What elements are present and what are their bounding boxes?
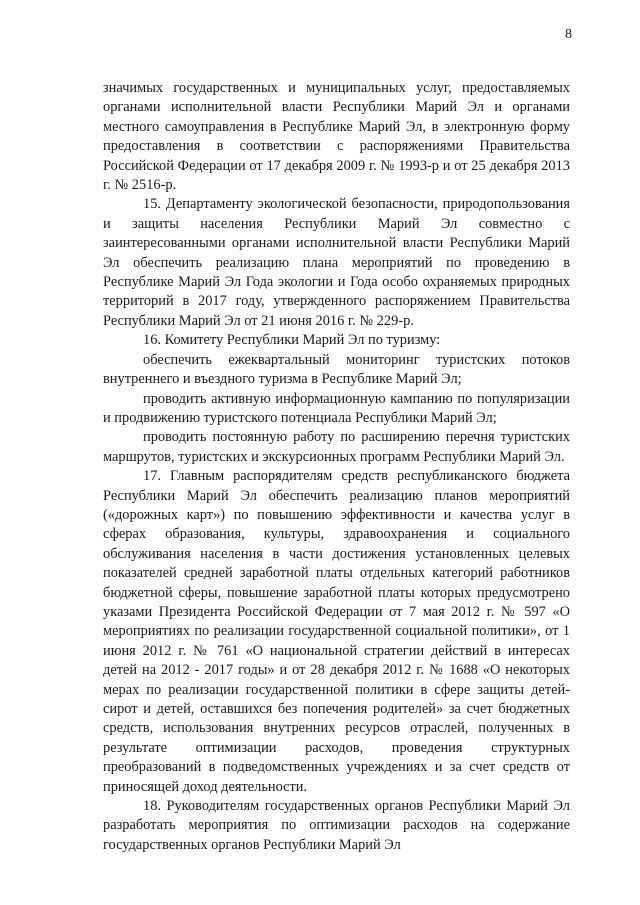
paragraph-continuation: значимых государственных и муниципальных услуг, предоставляемых органами исполнительной власти Республики Марий Эл и органами местного самоуправления в Республике Марий Эл, в электронную форму предоставления в соответствии с распоряжениями Правительства Российской Федерации от 17 декабря 2009 г. № 1993-р и от 25 декабря 2013 г. № 2516-р. [103,80,570,194]
paragraph-item-18: 18. Руководителям государственных органов Республики Марий Эл разработать мероприятия по оптимизации расходов на содержание государственных органов Республики Марий Эл [103,798,570,853]
paragraph-item-16-subitem-1: обеспечить ежеквартальный мониторинг туристских потоков внутреннего и въездного туризма в Республике Марий Эл; [103,351,570,388]
page-number: 8 [565,27,572,42]
document-body [103,79,570,855]
paragraph-item-16: 16. Комитету Республики Марий Эл по туризму: [143,332,441,349]
paragraph-item-15: 15. Департаменту экологической безопасности, природопользования и защиты населения Республики Марий Эл совместно с заинтересованными органами исполнительной власти Республики Марий Эл обеспечить реализацию плана мероприятий по проведению в Республике Марий Эл Года экологии и Года особо охраняемых природных территорий в 2017 году, утвержденного распоряжением Правительства Республики Марий Эл от 21 июня 2016 г. № 229-р. [103,196,570,329]
paragraph-item-16-subitem-3: проводить постоянную работу по расширению перечня туристских маршрутов, туристских и экскурсионных программ Республики Марий Эл. [103,429,570,465]
paragraph-item-16-subitem-2: проводить активную информационную кампанию по популяризации и продвижению туристского потенциала Республики Марий Эл; [103,390,570,426]
paragraph-item-17: 17. Главным распорядителям средств республиканского бюджета Республики Марий Эл обеспечить реализацию планов мероприятий («дорожных карт») по повышению эффективности и качества услуг в сферах образования, культуры, здравоохранения и социального обслуживания населения в части достижения установленных целевых показателей средней заработной платы отдельных категорий работников бюджетной сферы, повышение заработной платы которых предусмотрено указами Президента Российской Федерации от 7 мая 2012 г. № 597 «О мероприятиях по реализации государственной социальной политики», от 1 июня 2012 г. № 761 «О национальной стратегии действий в интересах детей на 2012 - 2017 годы» и от 28 декабря 2012 г. № 1688 «О некоторых мерах по реализации государственной политики в сфере защиты детей-сирот и детей, оставшихся без попечения родителей» за счет бюджетных средств, использования внутренних ресурсов отраслей, полученных в результате оптимизации расходов, проведения структурных преобразований в подведомственных учреждениях и за счет средств от приносящей доход деятельности. [103,468,570,795]
